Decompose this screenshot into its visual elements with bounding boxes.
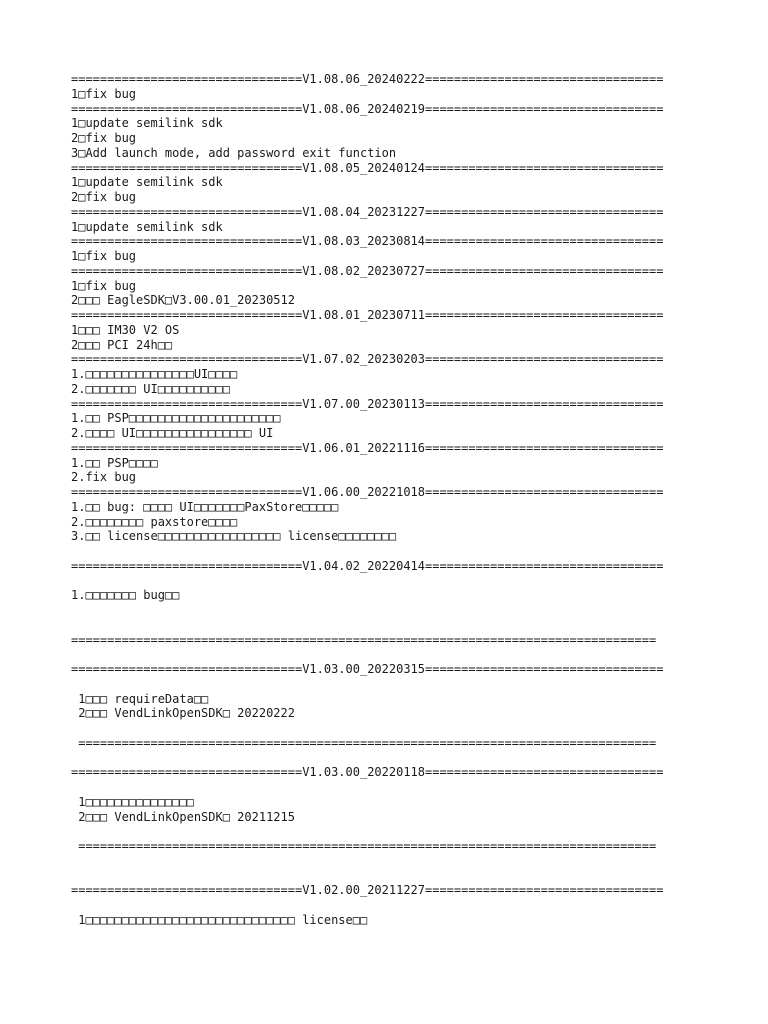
changelog-line: 2□fix bug: [71, 131, 137, 145]
changelog-line: 1□□□□□□□□□□□□□□□□□□□□□□□□□□□□□ license□□: [71, 912, 368, 927]
changelog-line: 1.□□ bug: □□□□ UI□□□□□□□PaxStore□□□□□: [71, 499, 339, 514]
version-header: ================================V1.08.01_20230711=================================: [71, 308, 664, 322]
version-header: ================================V1.07.02_20230203=================================: [71, 352, 664, 367]
blank-line: [71, 854, 711, 869]
changelog-line: 1.□□□□□□□□□□□□□□□UI□□□□: [71, 367, 238, 381]
version-header: ================================V1.08.03_20230814=================================: [71, 234, 664, 249]
changelog-line: 2.fix bug: [71, 470, 137, 485]
blank-line: [71, 898, 711, 913]
changelog-line: 2□□□ PCI 24h□□: [71, 337, 173, 352]
changelog-line: 1□fix bug: [71, 249, 137, 263]
blank-line: [71, 780, 711, 795]
changelog-line: 1□fix bug: [71, 278, 137, 293]
version-header: ================================V1.08.04_20231227=================================: [71, 204, 664, 219]
changelog-line: 2.□□□□□□□□ paxstore□□□□: [71, 514, 238, 529]
version-header: ================================V1.08.05_20240124=================================: [71, 160, 664, 175]
changelog-line: 3□Add launch mode, add password exit function: [71, 145, 397, 160]
changelog-line: 2.□□□□□□□ UI□□□□□□□□□□: [71, 381, 230, 396]
blank-line: [71, 603, 711, 618]
blank-line: [71, 824, 711, 839]
blank-line: [71, 544, 711, 559]
blank-line: [71, 618, 711, 633]
version-header: ================================V1.08.02_20230727=================================: [71, 263, 664, 278]
version-header: ================================V1.08.06_20240222=================================: [71, 72, 664, 86]
changelog-line: 1.□□ PSP□□□□□□□□□□□□□□□□□□□□□: [71, 411, 281, 426]
separator-line: =================================================================================: [71, 632, 657, 647]
changelog-line: 1□□□□□□□□□□□□□□□: [71, 794, 194, 809]
changelog-line: 2□fix bug: [71, 190, 137, 204]
blank-line: [71, 574, 711, 589]
version-header: ================================V1.03.00_20220315=================================: [71, 662, 664, 676]
blank-line: [71, 751, 711, 766]
changelog-line: 2□□□ VendLinkOpenSDK□ 20211215: [71, 809, 295, 824]
blank-line: [71, 647, 711, 662]
blank-line: [71, 721, 711, 736]
changelog-line: 1.□□ PSP□□□□: [71, 455, 158, 470]
changelog-text: [71, 72, 711, 928]
separator-line: ================================================================================: [71, 735, 657, 750]
changelog-line: 1□fix bug: [71, 86, 137, 101]
version-header: ================================V1.06.01_20221116=================================: [71, 440, 664, 455]
version-header: ================================V1.03.00_20220118=================================: [71, 765, 664, 780]
blank-line: [71, 677, 711, 692]
blank-line: [71, 869, 711, 884]
changelog-line: 3.□□ license□□□□□□□□□□□□□□□□□ license□□□□□□□□: [71, 529, 397, 544]
changelog-line: 2□□□ EagleSDK□V3.00.01_20230512: [71, 293, 295, 308]
changelog-line: 1□update semilink sdk: [71, 219, 223, 234]
version-header: ================================V1.07.00_20230113=================================: [71, 396, 664, 411]
version-header: ================================V1.06.00_20221018=================================: [71, 485, 664, 499]
changelog-line: 1□□□ IM30 V2 OS: [71, 322, 180, 337]
version-header: ================================V1.02.00_20211227=================================: [71, 883, 664, 898]
changelog-line: 2□□□ VendLinkOpenSDK□ 20220222: [71, 706, 295, 721]
version-header: ================================V1.08.06_20240219=================================: [71, 101, 664, 116]
changelog-line: 2.□□□□ UI□□□□□□□□□□□□□□□□ UI: [71, 426, 274, 440]
changelog-line: 1□update semilink sdk: [71, 116, 223, 131]
version-header: ================================V1.04.02_20220414=================================: [71, 558, 664, 573]
changelog-line: 1□update semilink sdk: [71, 175, 223, 190]
separator-line: ================================================================================: [71, 839, 657, 853]
changelog-line: 1.□□□□□□□ bug□□: [71, 588, 180, 603]
changelog-line: 1□□□ requireData□□: [71, 691, 209, 706]
